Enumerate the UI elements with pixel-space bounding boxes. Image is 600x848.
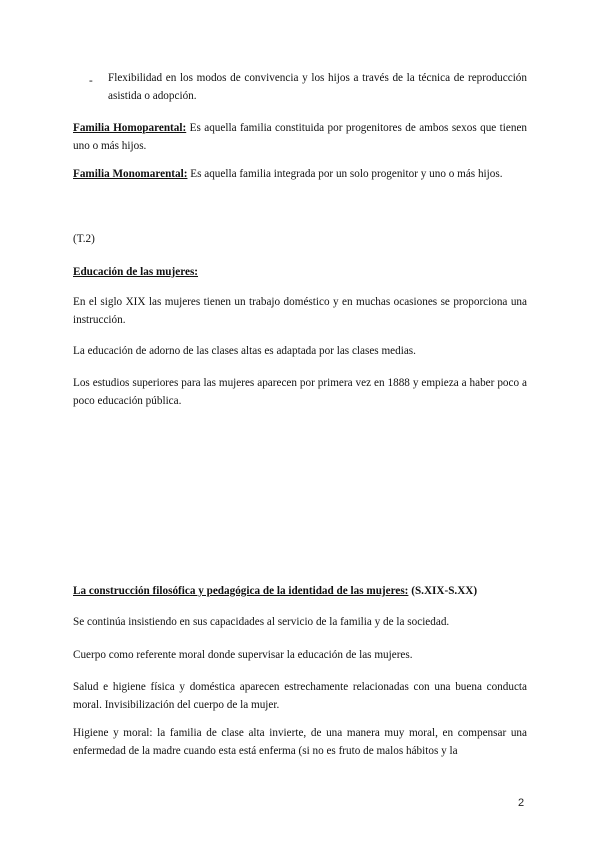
term-homoparental: Familia Homoparental: [73,122,187,134]
paragraph: La educación de adorno de las clases altas es adaptada por las clases medias. [73,345,416,357]
term-monomarental: Familia Monomarental: [73,168,188,180]
bullet-item: Flexibilidad en los modos de convivencia y los hijos a través de la técnica de reproducción asistida o adopción. [108,72,527,102]
paragraph: Higiene y moral: la familia de clase alta invierte, de una manera muy moral, en compensar una enfermedad de la madre cuando esta está enferma (si no es fruto de malos hábitos y la [73,727,527,757]
definition-monomarental-text: Es aquella familia integrada por un solo progenitor y uno o más hijos. [187,168,503,180]
bullet-dash: - [89,75,93,87]
paragraph: En el siglo XIX las mujeres tienen un trabajo doméstico y en muchas ocasiones se proporciona una instrucción. [73,296,527,326]
definition-homoparental [73,120,527,155]
paragraph: Cuerpo como referente moral donde supervisar la educación de las mujeres. [73,649,413,661]
paragraph: Salud e higiene física y doméstica aparecen estrechamente relacionadas con una buena conducta moral. Invisibilización del cuerpo de la mujer. [73,681,527,711]
section-heading-construccion [73,583,527,601]
page-number: 2 [518,797,525,809]
topic-code: (T.2) [73,233,95,245]
definition-monomarental [73,166,527,184]
section-heading-text: La construcción filosófica y pedagógica de la identidad de las mujeres: [73,585,409,597]
section-heading-educacion: Educación de las mujeres: [73,266,199,278]
paragraph: Se continúa insistiendo en sus capacidades al servicio de la familia y de la sociedad. [73,616,450,628]
section-heading-period: (S.XIX-S.XX) [408,585,478,597]
paragraph: Los estudios superiores para las mujeres aparecen por primera vez en 1888 y empieza a haber poco a poco educación pública. [73,377,527,407]
definition-homoparental-text: Es aquella familia constituida por progenitores de ambos sexos que tienen uno o más hijos. [73,122,528,152]
